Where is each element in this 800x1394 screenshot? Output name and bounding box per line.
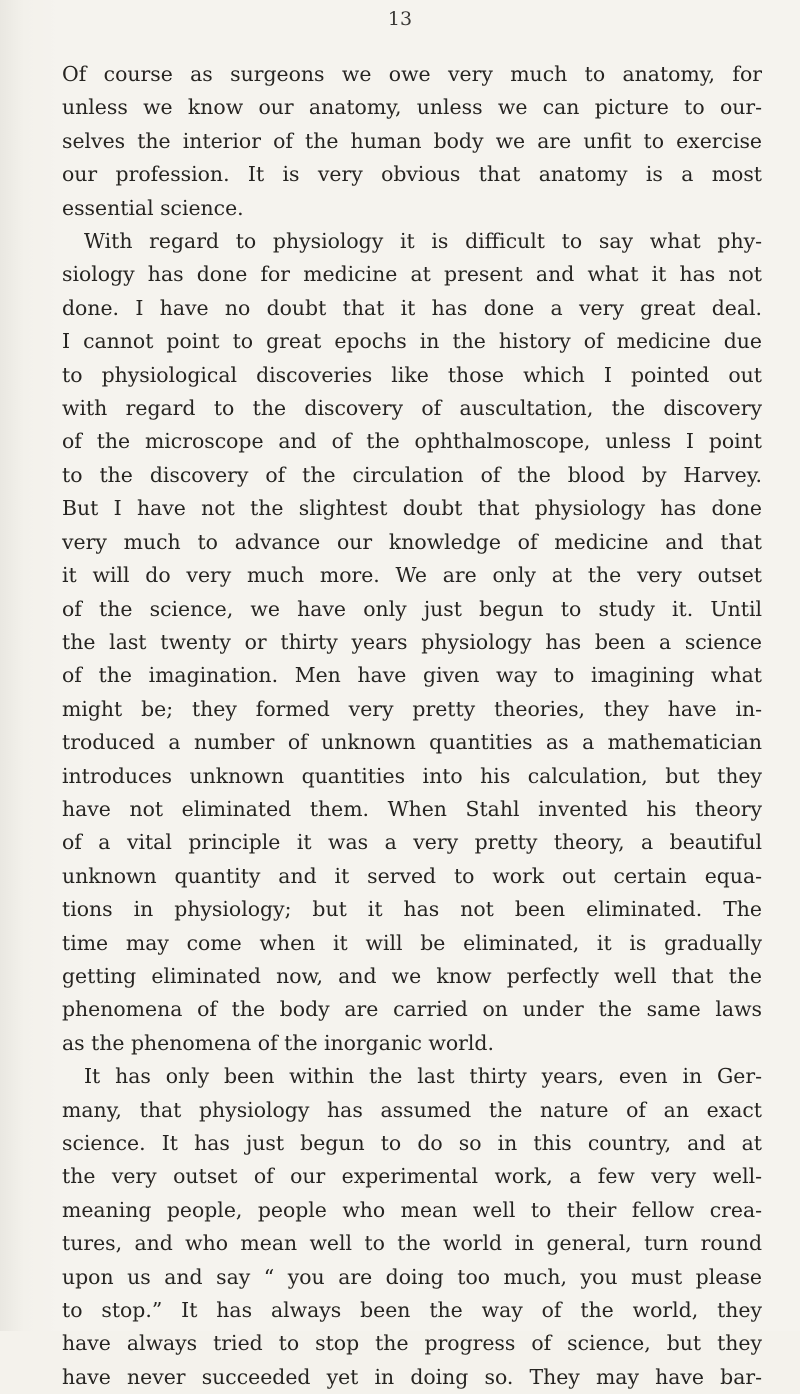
text-line: it will do very much more. We are only at the very outset: [62, 563, 762, 588]
text-line: troduced a number of unknown quantities as a mathematician: [62, 730, 762, 755]
text-line: essential science.: [62, 195, 244, 220]
text-line: science. It has just begun to do so in this country, and at: [62, 1131, 762, 1155]
text-line: time may come when it will be eliminated, it is gradually: [62, 930, 762, 955]
paragraph-physiology: [62, 225, 762, 1060]
text-line: introduces unknown quantities into his calculation, but they: [62, 763, 762, 788]
text-line: of the microscope and of the ophthalmoscope, unless I point: [62, 429, 762, 454]
text-line: unless we know our anatomy, unless we can picture to our-: [62, 95, 762, 120]
text-line: have never succeeded yet in doing so. They may have bar-: [62, 1364, 762, 1389]
text-line: tions in physiology; but it has not been eliminated. The: [62, 897, 762, 922]
text-line: to stop.” It has always been the way of the world, they: [62, 1298, 762, 1323]
text-line: of a vital principle it was a very pretty theory, a beautiful: [62, 830, 762, 855]
text-line: have not eliminated them. When Stahl invented his theory: [62, 796, 762, 821]
text-line: might be; they formed very pretty theories, they have in-: [62, 696, 762, 721]
text-line: getting eliminated now, and we know perfectly well that the: [62, 963, 762, 988]
text-line: meaning people, people who mean well to their fellow crea-: [62, 1197, 762, 1222]
text-line: selves the interior of the human body we are unfit to exercise: [62, 128, 762, 153]
text-line: with regard to the discovery of auscultation, the discovery: [62, 396, 762, 421]
text-line: to physiological discoveries like those which I pointed out: [62, 362, 762, 387]
text-line: I cannot point to great epochs in the history of medicine due: [62, 329, 762, 354]
text-line: unknown quantity and it served to work out certain equa-: [62, 863, 762, 888]
text-line: to the discovery of the circulation of the blood by Harvey.: [62, 462, 762, 487]
text-line: Of course as surgeons we owe very much to anatomy, for: [62, 62, 762, 86]
text-line: our profession. It is very obvious that anatomy is a most: [62, 162, 762, 187]
paragraph-anatomy: [62, 58, 762, 225]
paragraph-exact-science: [62, 1060, 762, 1394]
text-line: done. I have no doubt that it has done a very great deal.: [62, 295, 762, 320]
text-line: tures, and who mean well to the world in general, turn round: [62, 1231, 762, 1256]
text-line: upon us and say “ you are doing too much, you must please: [62, 1264, 762, 1289]
text-line: many, that physiology has assumed the nature of an exact: [62, 1097, 762, 1122]
text-line: With regard to physiology it is difficult to say what phy-: [84, 229, 762, 254]
text-line: of the science, we have only just begun to study it. Until: [62, 596, 762, 621]
body-text: [62, 58, 762, 1394]
text-line: It has only been within the last thirty years, even in Ger-: [84, 1064, 762, 1089]
text-line: siology has done for medicine at present and what it has not: [62, 262, 762, 287]
page-number: 13: [387, 8, 413, 30]
text-line: phenomena of the body are carried on under the same laws: [62, 997, 762, 1022]
text-line: of the imagination. Men have given way to imagining what: [62, 663, 762, 688]
text-line: But I have not the slightest doubt that physiology has done: [62, 496, 762, 521]
text-line: the last twenty or thirty years physiology has been a science: [62, 629, 762, 654]
text-line: very much to advance our knowledge of medicine and that: [62, 529, 762, 554]
text-line: as the phenomena of the inorganic world.: [62, 1030, 494, 1055]
text-line: have always tried to stop the progress of science, but they: [62, 1331, 762, 1356]
text-line: the very outset of our experimental work, a few very well-: [62, 1164, 762, 1189]
